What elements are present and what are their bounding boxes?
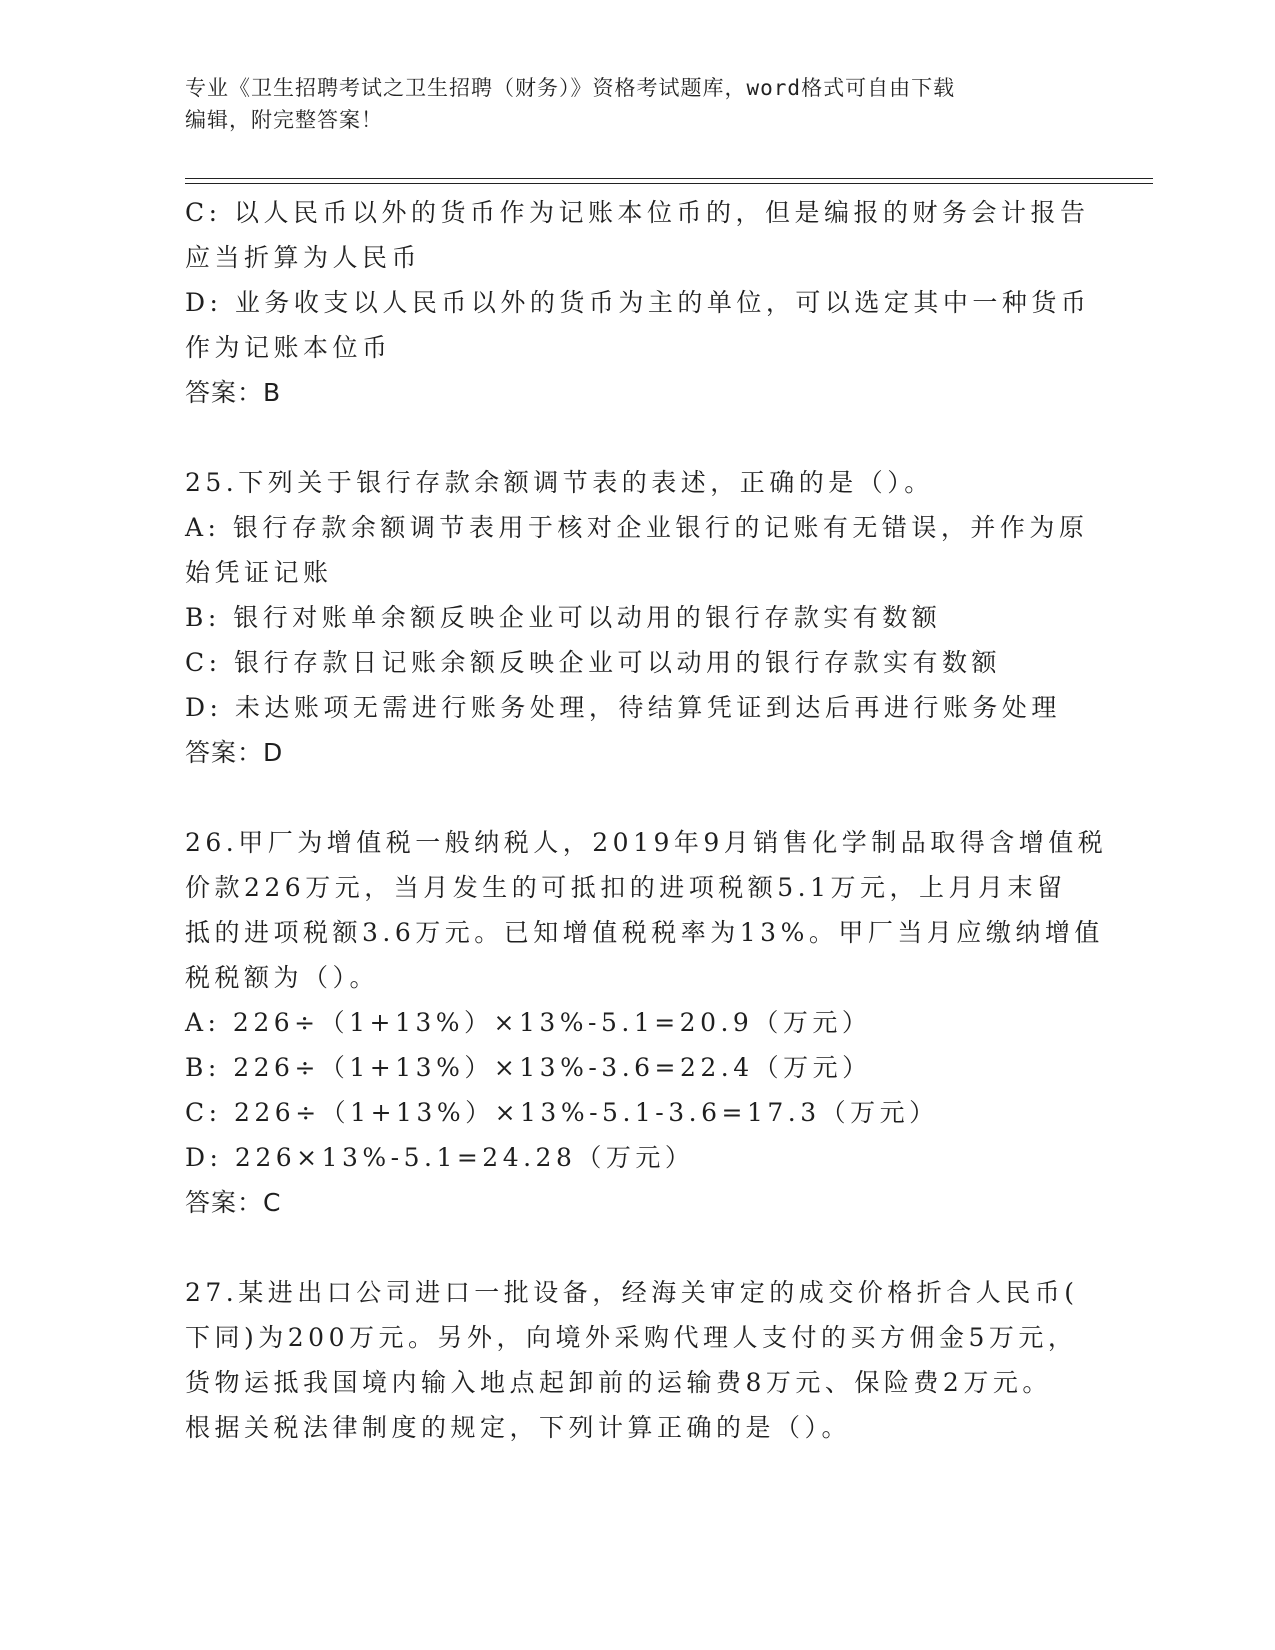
q24-option-d-line-1: D: 业务收支以人民币以外的货币为主的单位，可以选定其中一种货币 [185,288,1091,317]
q26-option-b: B: 226÷（1+13%）×13%-3.6=22.4（万元） [185,1053,872,1082]
q25-option-b: B: 银行对账单余额反映企业可以动用的银行存款实有数额 [185,603,942,632]
q25-option-d: D: 未达账项无需进行账务处理，待结算凭证到达后再进行账务处理 [185,693,1061,722]
question-27 [185,1270,1085,1450]
header-divider-bottom [185,183,1153,184]
q24-option-c-line-1: C: 以人民币以外的货币作为记账本位币的，但是编报的财务会计报告 [185,198,1090,227]
q24-option-c-line-2: 应当折算为人民币 [185,243,422,272]
q25-option-a-line-1: A: 银行存款余额调节表用于核对企业银行的记账有无错误，并作为原 [185,513,1089,542]
spacer [185,415,1085,460]
question-25 [185,460,1089,775]
spacer [185,1225,1085,1270]
q26-stem-line-3: 抵的进项税额3.6万元。已知增值税税率为13%。甲厂当月应缴纳增值 [185,918,1104,947]
q27-stem-line-3: 货物运抵我国境内输入地点起卸前的运输费8万元、保险费2万元。 [185,1368,1052,1397]
document-header [185,72,1085,136]
q26-option-c: C: 226÷（1+13%）×13%-5.1-3.6=17.3（万元） [185,1098,939,1127]
header-title-line-2: 编辑，附完整答案！ [185,108,383,132]
q25-option-a-line-2: 始凭证记账 [185,558,333,587]
q26-stem-line-4: 税税额为（）。 [185,963,380,992]
q26-stem-line-2: 价款226万元，当月发生的可抵扣的进项税额5.1万元，上月月末留 [185,873,1067,902]
q25-option-c: C: 银行存款日记账余额反映企业可以动用的银行存款实有数额 [185,648,1002,677]
q26-option-a: A: 226÷（1+13%）×13%-5.1=20.9（万元） [185,1008,872,1037]
q26-answer: 答案：C [185,1188,282,1217]
q24-option-d-line-2: 作为记账本位币 [185,333,392,362]
q26-stem-line-1: 26.甲厂为增值税一般纳税人，2019年9月销售化学制品取得含增值税 [185,828,1108,857]
q27-stem-line-2: 下同)为200万元。另外，向境外采购代理人支付的买方佣金5万元， [185,1323,1078,1352]
question-24-continued [185,190,1091,415]
q25-answer: 答案：D [185,738,284,767]
question-26 [185,820,1108,1225]
q24-answer: 答案：B [185,378,282,407]
spacer [185,775,1085,820]
header-title-line-1: 专业《卫生招聘考试之卫生招聘（财务）》资格考试题库，word格式可自由下载 [185,76,956,100]
q26-option-d: D: 226×13%-5.1=24.28（万元） [185,1143,695,1172]
header-divider-top [185,178,1153,179]
q27-stem-line-1: 27.某进出口公司进口一批设备，经海关审定的成交价格折合人民币( [185,1278,1079,1307]
q27-stem-line-4: 根据关税法律制度的规定，下列计算正确的是（）。 [185,1413,852,1442]
document-body [185,190,1108,1450]
q25-stem: 25.下列关于银行存款余额调节表的表述，正确的是（）。 [185,468,934,497]
